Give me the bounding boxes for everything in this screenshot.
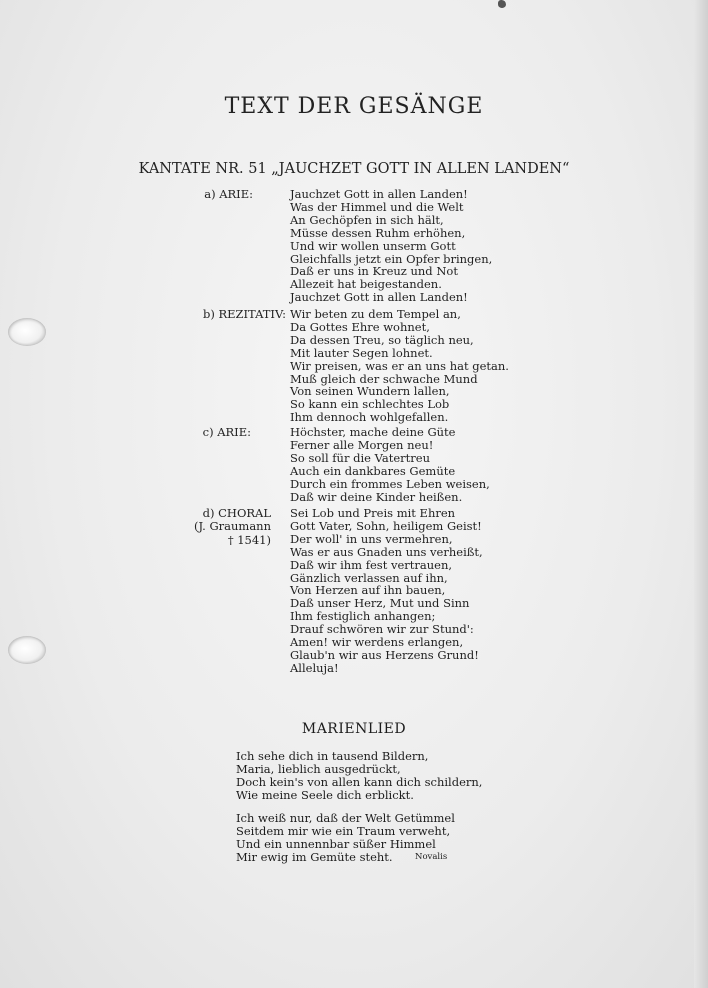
verse-line: Sei Lob und Preis mit Ehren <box>290 506 456 520</box>
page-title: TEXT DER GESÄNGE <box>224 94 484 119</box>
verse-line: Wir preisen, was er an uns hat getan. <box>290 358 509 373</box>
verse-line: Drauf schwören wir zur Stund': <box>290 622 474 637</box>
choral-label: d) CHORAL <box>202 506 271 520</box>
verse-line: Höchster, mache deine Güte <box>290 425 456 439</box>
verse-line: Glaub'n wir aus Herzens Grund! <box>290 647 479 662</box>
verse-line: Durch ein frommes Leben weisen, <box>290 476 490 491</box>
verse-line: Daß wir deine Kinder heißen. <box>290 489 463 504</box>
poem-line: Und ein unnennbar süßer Himmel <box>236 837 436 851</box>
page-edge <box>694 0 708 988</box>
section-label-choral <box>121 507 271 547</box>
verse-line: Der woll' in uns vermehren, <box>290 531 453 546</box>
marienlied-title: MARIENLIED <box>301 721 407 737</box>
section-text-rezitativ <box>290 308 509 424</box>
verse-line: Daß unser Herz, Mut und Sinn <box>290 596 470 611</box>
verse-line: Müsse dessen Ruhm erhöhen, <box>290 225 466 240</box>
verse-line: Muß gleich der schwache Mund <box>290 371 478 386</box>
alleluja-line: Alleluja! <box>290 661 339 675</box>
verse-line: Gott Vater, Sohn, heiligem Geist! <box>290 518 482 533</box>
punch-hole-bottom <box>8 636 46 664</box>
section-label-arie-a: a) ARIE: <box>204 187 253 201</box>
verse-line: Jauchzet Gott in allen Landen! <box>290 290 468 305</box>
verse-line: Wir beten zu dem Tempel an, <box>290 307 461 321</box>
section-label-rezitativ: b) REZITATIV: <box>202 307 286 321</box>
poem-line: Wie meine Seele dich erblickt. <box>236 788 414 802</box>
verse-line: Amen! wir werdens erlangen, <box>290 635 464 650</box>
verse-line: Gleichfalls jetzt ein Opfer bringen, <box>290 251 493 266</box>
poem-line: Mir ewig im Gemüte steht. <box>236 850 393 864</box>
verse-line: So kann ein schlechtes Lob <box>290 397 450 412</box>
verse-line: Von seinen Wundern lallen, <box>290 384 450 399</box>
verse-line: So soll für die Vatertreu <box>290 450 430 465</box>
marienlied-stanza-1 <box>236 750 482 802</box>
poem-line: Ich sehe dich in tausend Bildern, <box>236 749 429 763</box>
composer-name: (J. Graumann <box>193 519 271 534</box>
verse-line: Gänzlich verlassen auf ihn, <box>290 570 448 585</box>
verse-line: Ihm festiglich anhangen; <box>290 609 436 624</box>
verse-line: Daß er uns in Kreuz und Not <box>290 264 458 279</box>
verse-line: Ihm dennoch wohlgefallen. <box>290 410 449 425</box>
section-text-arie-c <box>290 426 490 503</box>
verse-line: Was der Himmel und die Welt <box>290 199 464 214</box>
verse-line: Da dessen Treu, so täglich neu, <box>290 332 474 347</box>
verse-line: Da Gottes Ehre wohnet, <box>290 319 430 334</box>
poem-author: Novalis <box>415 852 448 862</box>
ink-speck <box>498 0 506 8</box>
poem-line: Doch kein's von allen kann dich schildern, <box>236 775 483 789</box>
verse-line: Was er aus Gnaden uns verheißt, <box>290 544 483 559</box>
section-label-arie-c: c) ARIE: <box>202 425 251 439</box>
section-text-arie-a <box>290 188 492 304</box>
verse-line: Jauchzet Gott in allen Landen! <box>290 187 468 201</box>
verse-line: Daß wir ihm fest vertrauen, <box>290 557 453 572</box>
verse-line: Ferner alle Morgen neu! <box>290 437 434 452</box>
verse-line: An Gechöpfen in sich hält, <box>290 212 444 227</box>
verse-line: Allezeit hat beigestanden. <box>290 277 442 292</box>
poem-line: Maria, lieblich ausgedrückt, <box>236 762 401 776</box>
verse-line: Auch ein dankbares Gemüte <box>290 463 456 478</box>
verse-line: Mit lauter Segen lohnet. <box>290 345 433 360</box>
composer-death-year: † 1541) <box>227 532 271 547</box>
poem-line: Ich weiß nur, daß der Welt Getümmel <box>236 811 455 825</box>
poem-line: Seitdem mir wie ein Traum verweht, <box>236 824 451 838</box>
punch-hole-top <box>8 318 46 346</box>
cantata-title: KANTATE NR. 51 „JAUCHZET GOTT IN ALLEN LANDEN“ <box>138 161 570 177</box>
verse-line: Und wir wollen unserm Gott <box>290 238 456 253</box>
section-text-choral <box>290 507 483 662</box>
verse-line: Von Herzen auf ihn bauen, <box>290 583 446 598</box>
